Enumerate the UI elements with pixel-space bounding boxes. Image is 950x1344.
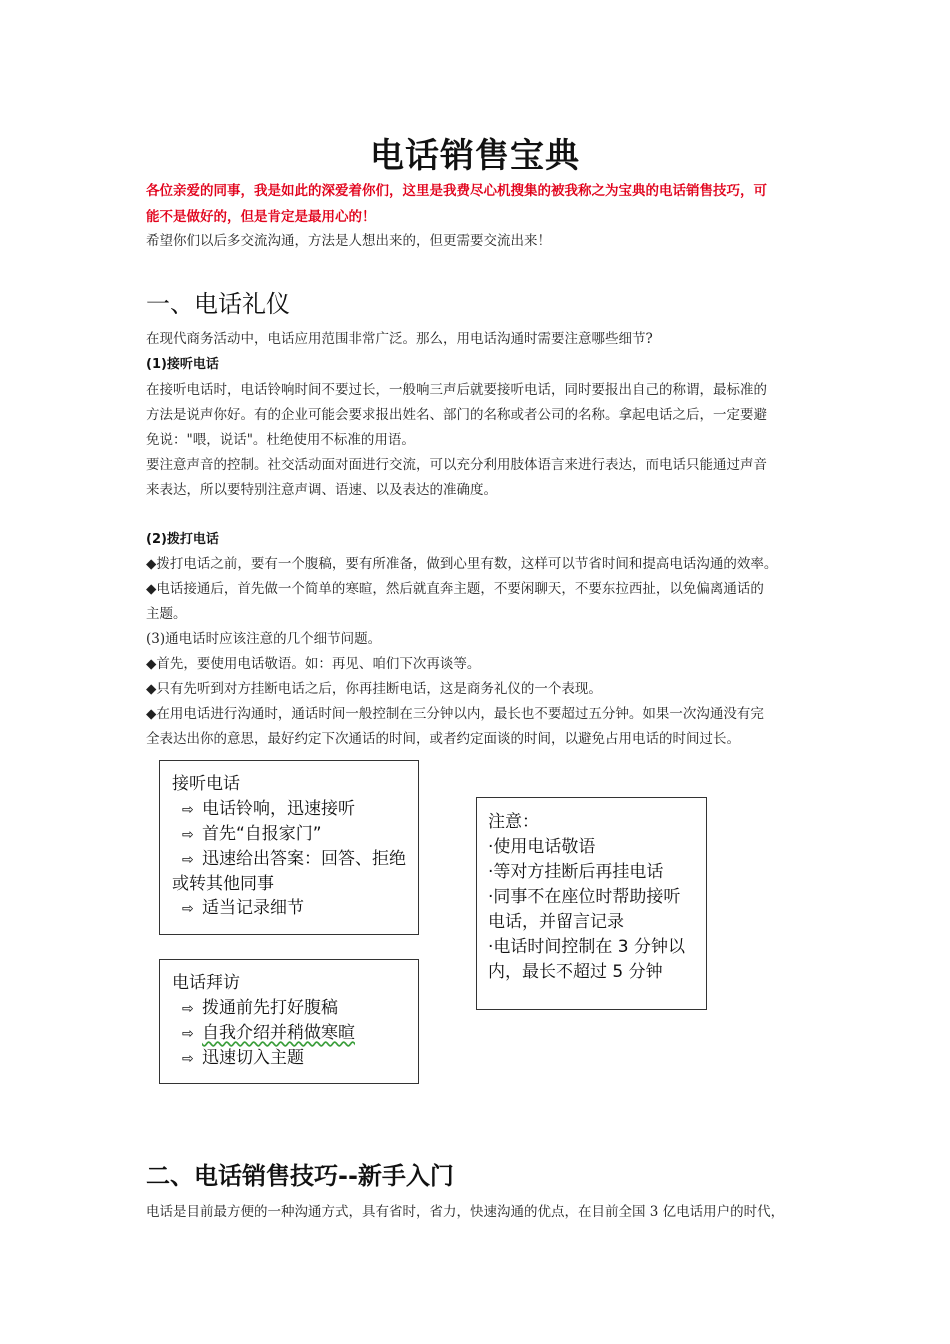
- paragraph-line: 主题。: [146, 606, 187, 622]
- note-line: ·使用电话敬语: [488, 837, 596, 857]
- document-title: 电话销售宝典: [370, 136, 580, 176]
- note-line: ·等对方挂断后再挂电话: [488, 862, 664, 882]
- paragraph-line: ◆首先，要使用电话敬语。如：再见、咱们下次再谈等。: [146, 656, 481, 672]
- answer-box-title: 接听电话: [172, 774, 240, 794]
- call-box-item: ⇨ 拨通前先打好腹稿: [182, 998, 338, 1018]
- call-box-item: ⇨ 自我介绍并稍做寒暄: [182, 1023, 355, 1043]
- intro-red-line-2: 能不是做好的，但是肯定是最用心的！: [146, 209, 376, 225]
- note-line: 电话，并留言记录: [488, 912, 624, 932]
- paragraph-line: 全表达出你的意思，最好约定下次通话的时间，或者约定面谈的时间，以避免占用电话的时间过长。: [146, 731, 740, 747]
- answer-box-item: ⇨ 适当记录细节: [182, 898, 304, 918]
- note-line: 注意：: [488, 812, 539, 832]
- paragraph-line: 来表达，所以要特别注意声调、语速、以及表达的准确度。: [146, 482, 497, 498]
- subheading-answer: (1)接听电话: [146, 357, 219, 372]
- arrow-right-icon: ⇨: [182, 1001, 194, 1017]
- paragraph-line: ◆只有先听到对方挂断电话之后，你再挂断电话，这是商务礼仪的一个表现。: [146, 681, 602, 697]
- answer-call-box: [159, 760, 419, 935]
- paragraph-line: 免说："喂，说话"。杜绝使用不标准的用语。: [146, 432, 415, 448]
- intro-note: 希望你们以后多交流沟通，方法是人想出来的，但更需要交流出来！: [146, 233, 551, 249]
- section1-paragraph-0: 在现代商务活动中，电话应用范围非常广泛。那么，用电话沟通时需要注意哪些细节?: [146, 331, 653, 347]
- intro-red-line-1: 各位亲爱的同事，我是如此的深爱着你们，这里是我费尽心机搜集的被我称之为宝典的电话销售技巧，可: [146, 183, 767, 199]
- arrow-right-icon: ⇨: [182, 901, 194, 917]
- call-box-item: ⇨ 迅速切入主题: [182, 1048, 304, 1068]
- paragraph-line: ◆在用电话进行沟通时，通话时间一般控制在三分钟以内，最长也不要超过五分钟。如果一次沟通没有完: [146, 706, 764, 722]
- answer-box-item: ⇨ 首先“自报家门”: [182, 824, 322, 844]
- note-box: [476, 797, 707, 1010]
- paragraph-line: ◆拨打电话之前，要有一个腹稿，要有所准备，做到心里有数，这样可以节省时间和提高电话沟通的效率。: [146, 556, 778, 572]
- paragraph-line: 方法是说声你好。有的企业可能会要求报出姓名、部门的名称或者公司的名称。拿起电话之后，一定要避: [146, 407, 767, 423]
- section1-heading: 一、电话礼仪: [146, 290, 290, 318]
- answer-box-item: ⇨ 电话铃响，迅速接听: [182, 799, 355, 819]
- call-box-title: 电话拜访: [172, 973, 240, 993]
- note-line: ·电话时间控制在 3 分钟以: [488, 937, 686, 957]
- answer-box-wrap: 或转其他同事: [172, 874, 274, 894]
- section2-paragraph-0: 电话是目前最方便的一种沟通方式，具有省时，省力，快速沟通的优点，在目前全国 3 亿电话用户的时代，: [146, 1204, 785, 1220]
- paragraph-line: ◆电话接通后，首先做一个简单的寒暄，然后就直奔主题，不要闲聊天，不要东拉西扯，以免偏离通话的: [146, 581, 764, 597]
- answer-box-item: ⇨ 迅速给出答案：回答、拒绝: [182, 849, 406, 869]
- section2-heading: 二、电话销售技巧--新手入门: [146, 1162, 454, 1190]
- note-line: ·同事不在座位时帮助接听: [488, 887, 681, 907]
- paragraph-line: (3)通电话时应该注意的几个细节问题。: [146, 631, 382, 647]
- arrow-right-icon: ⇨: [182, 802, 194, 818]
- note-line: 内，最长不超过 5 分钟: [488, 962, 663, 982]
- arrow-right-icon: ⇨: [182, 827, 194, 843]
- paragraph-line: 在接听电话时，电话铃响时间不要过长，一般响三声后就要接听电话，同时要报出自己的称谓，最标准的: [146, 382, 767, 398]
- subheading-dial: (2)拨打电话: [146, 532, 219, 547]
- arrow-right-icon: ⇨: [182, 1026, 194, 1042]
- arrow-right-icon: ⇨: [182, 1051, 194, 1067]
- arrow-right-icon: ⇨: [182, 852, 194, 868]
- call-visit-box: [159, 959, 419, 1084]
- paragraph-line: 要注意声音的控制。社交活动面对面进行交流，可以充分利用肢体语言来进行表达，而电话只能通过声音: [146, 457, 767, 473]
